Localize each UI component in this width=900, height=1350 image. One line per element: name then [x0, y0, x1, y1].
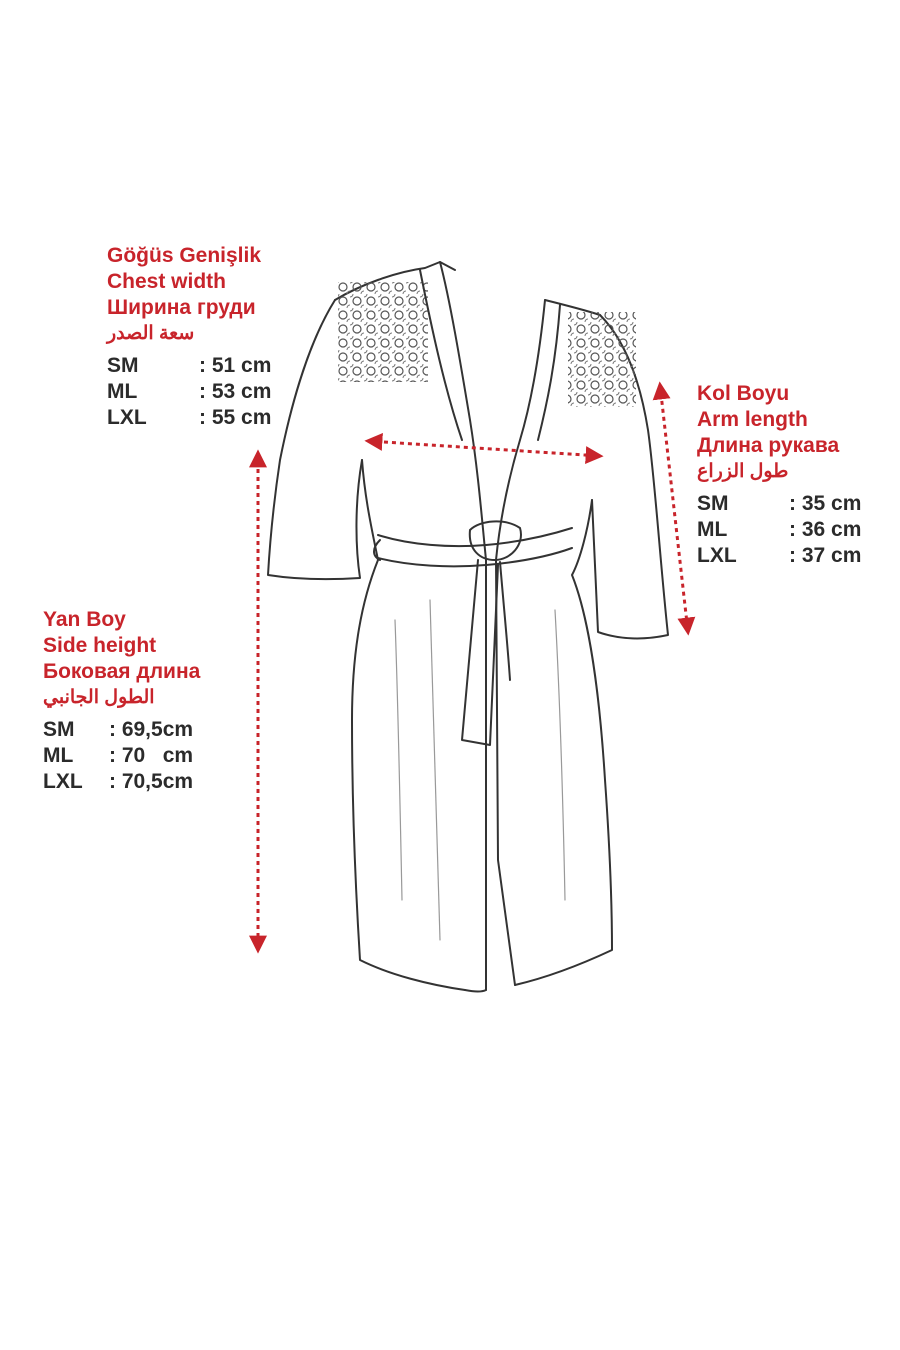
chest-arrow — [368, 441, 600, 456]
right-lace — [568, 312, 636, 407]
size-row — [43, 717, 200, 743]
size-label: ML — [697, 518, 728, 541]
chest-title-tr: Göğüs Genişlik — [107, 244, 262, 267]
size-row — [43, 743, 200, 769]
chest-size-table — [107, 353, 271, 431]
size-value: : 53 cm — [199, 380, 272, 403]
size-label: LXL — [43, 770, 83, 793]
arm-length-label — [697, 381, 861, 569]
size-value: : 51 cm — [199, 354, 272, 377]
size-row — [697, 491, 861, 517]
size-value: : 36 cm — [789, 518, 862, 541]
size-label: LXL — [697, 544, 737, 567]
size-label: SM — [697, 492, 729, 515]
size-row — [697, 543, 861, 569]
size-value: : 70 cm — [109, 744, 194, 767]
side-title-ru: Боковая длина — [43, 660, 201, 683]
size-value: : 55 cm — [199, 406, 272, 429]
arm-title-ru: Длина рукава — [697, 434, 840, 457]
size-label: SM — [43, 718, 75, 741]
size-label: ML — [107, 380, 138, 403]
size-row — [107, 379, 271, 405]
size-row — [107, 405, 271, 431]
side-height-label — [43, 607, 200, 795]
chest-title-ar: سعة الصدر — [107, 323, 195, 344]
size-label: LXL — [107, 406, 147, 429]
arm-title-tr: Kol Boyu — [697, 382, 790, 405]
size-label: SM — [107, 354, 139, 377]
size-value: : 37 cm — [789, 544, 862, 567]
measurement-arrows — [258, 385, 688, 950]
size-value: : 35 cm — [789, 492, 862, 515]
side-size-table — [43, 717, 200, 795]
size-label: ML — [43, 744, 74, 767]
size-row — [107, 353, 271, 379]
robe-outline — [268, 262, 668, 992]
side-title-en: Side height — [43, 634, 157, 657]
size-row — [697, 517, 861, 543]
size-value: : 69,5cm — [109, 718, 194, 741]
chest-width-label — [107, 243, 271, 431]
left-lace — [338, 282, 428, 382]
arm-title-ar: طول الزراع — [697, 461, 789, 482]
size-value: : 70,5cm — [109, 770, 194, 793]
side-title-tr: Yan Boy — [43, 608, 126, 631]
chest-title-en: Chest width — [107, 270, 226, 293]
chest-title-ru: Ширина груди — [107, 296, 256, 319]
arm-size-table — [697, 491, 861, 569]
side-title-ar: الطول الجانبي — [43, 687, 155, 708]
arm-title-en: Arm length — [697, 408, 808, 431]
size-row — [43, 769, 200, 795]
